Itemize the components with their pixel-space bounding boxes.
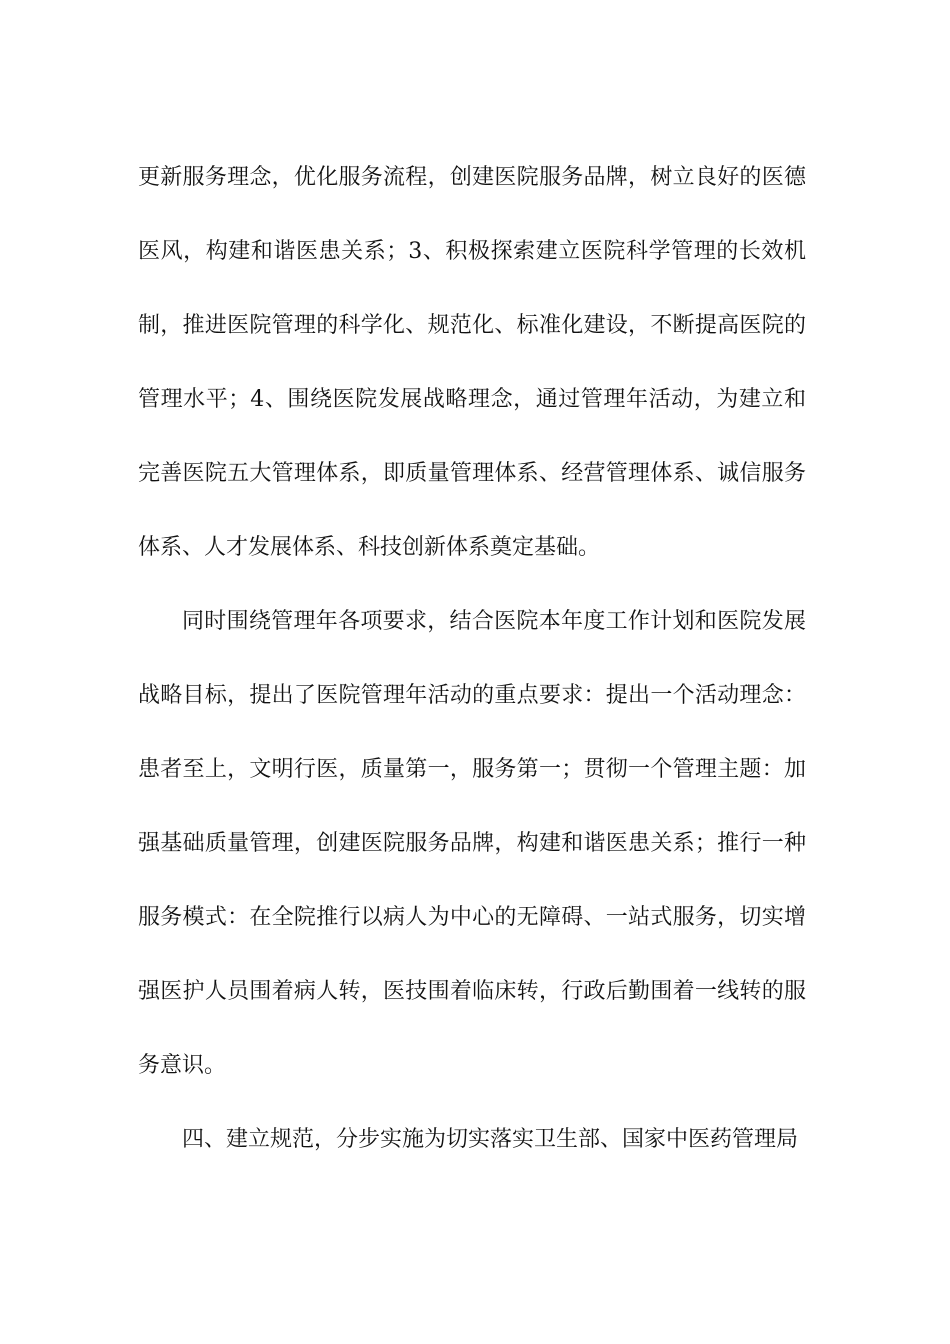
paragraph-2: 同时围绕管理年各项要求，结合医院本年度工作计划和医院发展战略目标，提出了医院管理年活动的重点要求：提出一个活动理念：患者至上，文明行医，质量第一，服务第一；贯彻一个管理主题：加强基础质量管理，创建医院服务品牌，构建和谐医患关系；推行一种服务模式：在全院推行以病人为中心的无障碍、一站式服务，切实增强医护人员围着病人转，医技围着临床转，行政后勤围着一线转的服务意识。 bbox=[138, 609, 806, 1078]
paragraph-3: 四、建立规范，分步实施为切实落实卫生部、国家中医药管理局 bbox=[182, 1127, 799, 1152]
paragraph-1: 更新服务理念，优化服务流程，创建医院服务品牌，树立良好的医德医风，构建和谐医患关系；3、积极探索建立医院科学管理的长效机制，推进医院管理的科学化、规范化、标准化建设，不断提高医院的管理水平；4、围绕医院发展战略理念，通过管理年活动，为建立和完善医院五大管理体系，即质量管理体系、经营管理体系、诚信服务体系、人才发展体系、科技创新体系奠定基础。 bbox=[138, 165, 806, 560]
document-body bbox=[138, 141, 806, 1177]
